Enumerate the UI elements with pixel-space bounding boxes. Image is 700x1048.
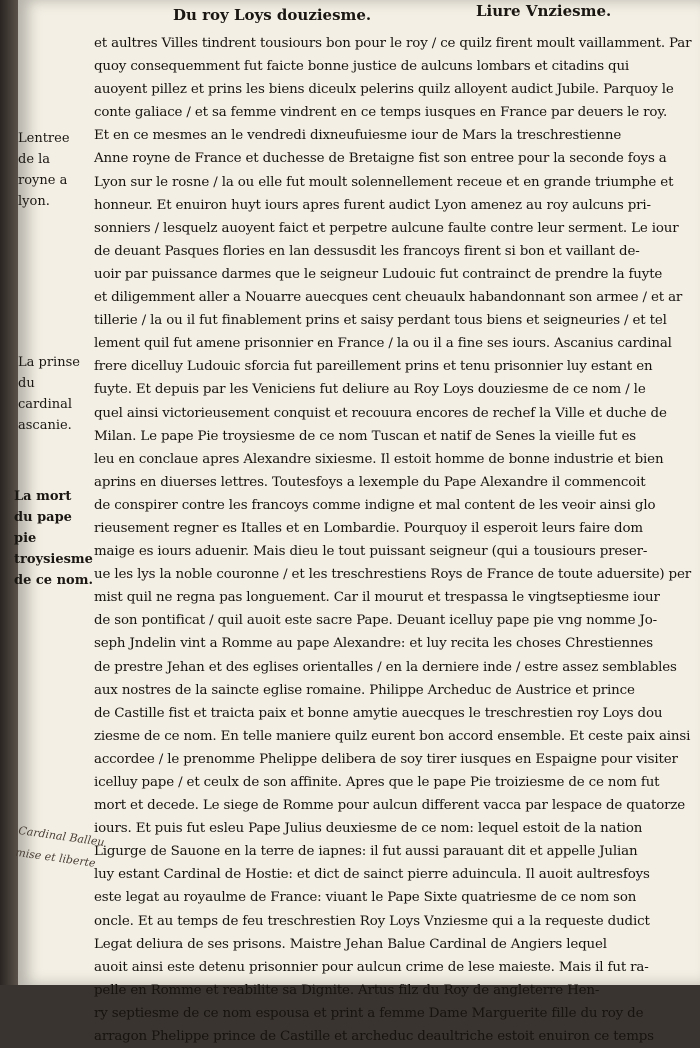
text-line: quel ainsi victorieusement conquist et recouura encores de rechef la Ville et duche de — [94, 405, 667, 421]
running-head-right: Liure Vnziesme. — [476, 2, 612, 20]
text-line: Milan. Le pape Pie troysiesme de ce nom Tuscan et natif de Senes la vieille fut es — [94, 428, 636, 444]
text-line: de Castille fist et traicta paix et bonne amytie auecques le treschrestien roy Loys dou — [94, 705, 663, 721]
margin-note-prinse-ascanie: La prinse du cardinal ascanie. — [18, 355, 80, 433]
text-line: luy estant Cardinal de Hostie: et dict de sainct pierre aduincula. Il auoit aultresfoys — [94, 867, 650, 883]
text-line: aux nostres de la saincte eglise romaine. Philippe Archeduc de Austrice et prince — [94, 682, 635, 698]
margin-note-royne-lyon: Lentree de la royne a lyon. — [18, 131, 70, 209]
text-line: Lyon sur le rosne / la ou elle fut moult solennellement receue et en grande triumphe et — [94, 174, 674, 190]
text-line: et diligemment aller a Nouarre auecques cent cheuaulx habandonnant son armee / et ar — [94, 290, 683, 306]
text-line: de son pontificat / quil auoit este sacre Pape. Deuant icelluy pape pie vng nomme Jo- — [94, 613, 657, 629]
text-line: Legat deliura de ses prisons. Maistre Jehan Balue Cardinal de Angiers lequel — [94, 936, 607, 952]
body-text-block — [94, 32, 692, 1048]
text-line: Ligurge de Sauone en la terre de iapnes: il fut aussi parauant dit et appelle Julian — [94, 844, 638, 860]
text-line: quoy consequemment fut faicte bonne justice de aulcuns lombars et citadins qui — [94, 59, 630, 75]
text-line: conte galiace / et sa femme vindrent en ce temps iusques en France par deuers le roy. — [94, 105, 668, 121]
text-line: sonniers / lesquelz auoyent faict et perpetre aulcune faulte contre leur serment. Le iour — [94, 220, 679, 236]
text-line: fuyte. Et depuis par les Veniciens fut deliure au Roy Loys douziesme de ce nom / le — [94, 382, 646, 398]
running-head-left: Du roy Loys douziesme. — [173, 6, 372, 24]
text-line: oncle. Et au temps de feu treschrestien Roy Loys Vnziesme qui a la requeste dudict — [94, 913, 650, 929]
text-line: frere dicelluy Ludouic sforcia fut pareillement prins et tenu prisonnier luy estant en — [94, 359, 653, 375]
text-line: ue les lys la noble couronne / et les treschrestiens Roys de France de toute aduersite) per — [94, 567, 691, 583]
text-line: uoir par puissance darmes que le seigneur Ludouic fut contrainct de prendre la fuyte — [94, 266, 663, 282]
text-line: de deuant Pasques flories en lan dessusdit les francoys firent si bon et vaillant de- — [94, 243, 640, 259]
text-line: ry septiesme de ce nom espousa et print a femme Dame Marguerite fille du roy de — [94, 1005, 644, 1021]
text-line: seph Jndelin vint a Romme au pape Alexandre: et luy recita les choses Chrestiennes — [94, 636, 653, 652]
book-page — [14, 0, 700, 1045]
text-line: lement quil fut amene prisonnier en France / la ou il a fine ses iours. Ascanius cardinal — [94, 336, 672, 352]
text-line: aprins en diuerses lettres. Toutesfoys a lexemple du Pape Alexandre il commencoit — [94, 474, 646, 490]
text-line: auoit ainsi este detenu prisonnier pour aulcun crime de lese maieste. Mais il fut ra- — [94, 959, 649, 975]
text-line: et aultres Villes tindrent tousiours bon pour le roy / ce quilz firent moult vaillamment. Par — [94, 36, 692, 51]
text-line: tillerie / la ou il fut finablement prins et saisy perdant tous biens et seigneuries / et tel — [94, 313, 667, 329]
text-line: maige es iours aduenir. Mais dieu le tout puissant seigneur (qui a tousiours preser- — [94, 544, 648, 560]
text-line: iours. Et puis fut esleu Pape Julius deuxiesme de ce nom: lequel estoit de la nation — [94, 821, 643, 837]
handwritten-annotation: Cardinal Balleu mise et liberte — [14, 823, 106, 870]
text-line: Et en ce mesmes an le vendredi dixneufuiesme iour de Mars la treschrestienne — [94, 128, 622, 144]
margin-note-mort-pape: La mort du pape pie troysiesme de ce nom. — [14, 489, 94, 588]
text-line: de conspirer contre les francoys comme indigne et mal content de les veoir ainsi glo — [94, 497, 656, 513]
text-line: pelle en Romme et reabilite sa Dignite. Artus filz du Roy de angleterre Hen- — [94, 982, 600, 998]
text-line: de prestre Jehan et des eglises orientalles / en la derniere inde / estre assez semblables — [94, 659, 677, 675]
text-line: mort et decede. Le siege de Romme pour aulcun different vacca par lespace de quatorze — [94, 798, 686, 814]
text-line: mist quil ne regna pas longuement. Car il mourut et trespassa le vingtseptiesme iour — [94, 590, 660, 606]
text-line: arragon Phelippe prince de Castille et archeduc deaultriche estoit enuiron ce temps — [94, 1029, 654, 1045]
text-line: este legat au royaulme de France: viuant le Pape Sixte quatriesme de ce nom son — [94, 890, 637, 906]
text-line: ziesme de ce nom. En telle maniere quilz eurent bon accord ensemble. Et ceste paix ainsi — [94, 728, 691, 744]
text-line: auoyent pillez et prins les biens diceulx pelerins quilz alloyent audict Jubile. Parquoy le — [94, 82, 674, 98]
text-line: leu en conclaue apres Alexandre sixiesme. Il estoit homme de bonne industrie et bien — [94, 451, 664, 467]
text-line: Anne royne de France et duchesse de Bretaigne fist son entree pour la seconde foys a — [94, 151, 667, 167]
text-line: accordee / le prenomme Phelippe delibera de soy tirer iusques en Espaigne pour visiter — [94, 751, 678, 767]
text-line: rieusement regner es Italles et en Lombardie. Pourquoy il esperoit leurs faire dom — [94, 520, 643, 536]
text-line: honneur. Et enuiron huyt iours apres furent audict Lyon amenez au roy aulcuns pri- — [94, 197, 651, 213]
text-line: icelluy pape / et ceulx de son affinite. Apres que le pape Pie troiziesme de ce nom fut — [94, 775, 660, 790]
